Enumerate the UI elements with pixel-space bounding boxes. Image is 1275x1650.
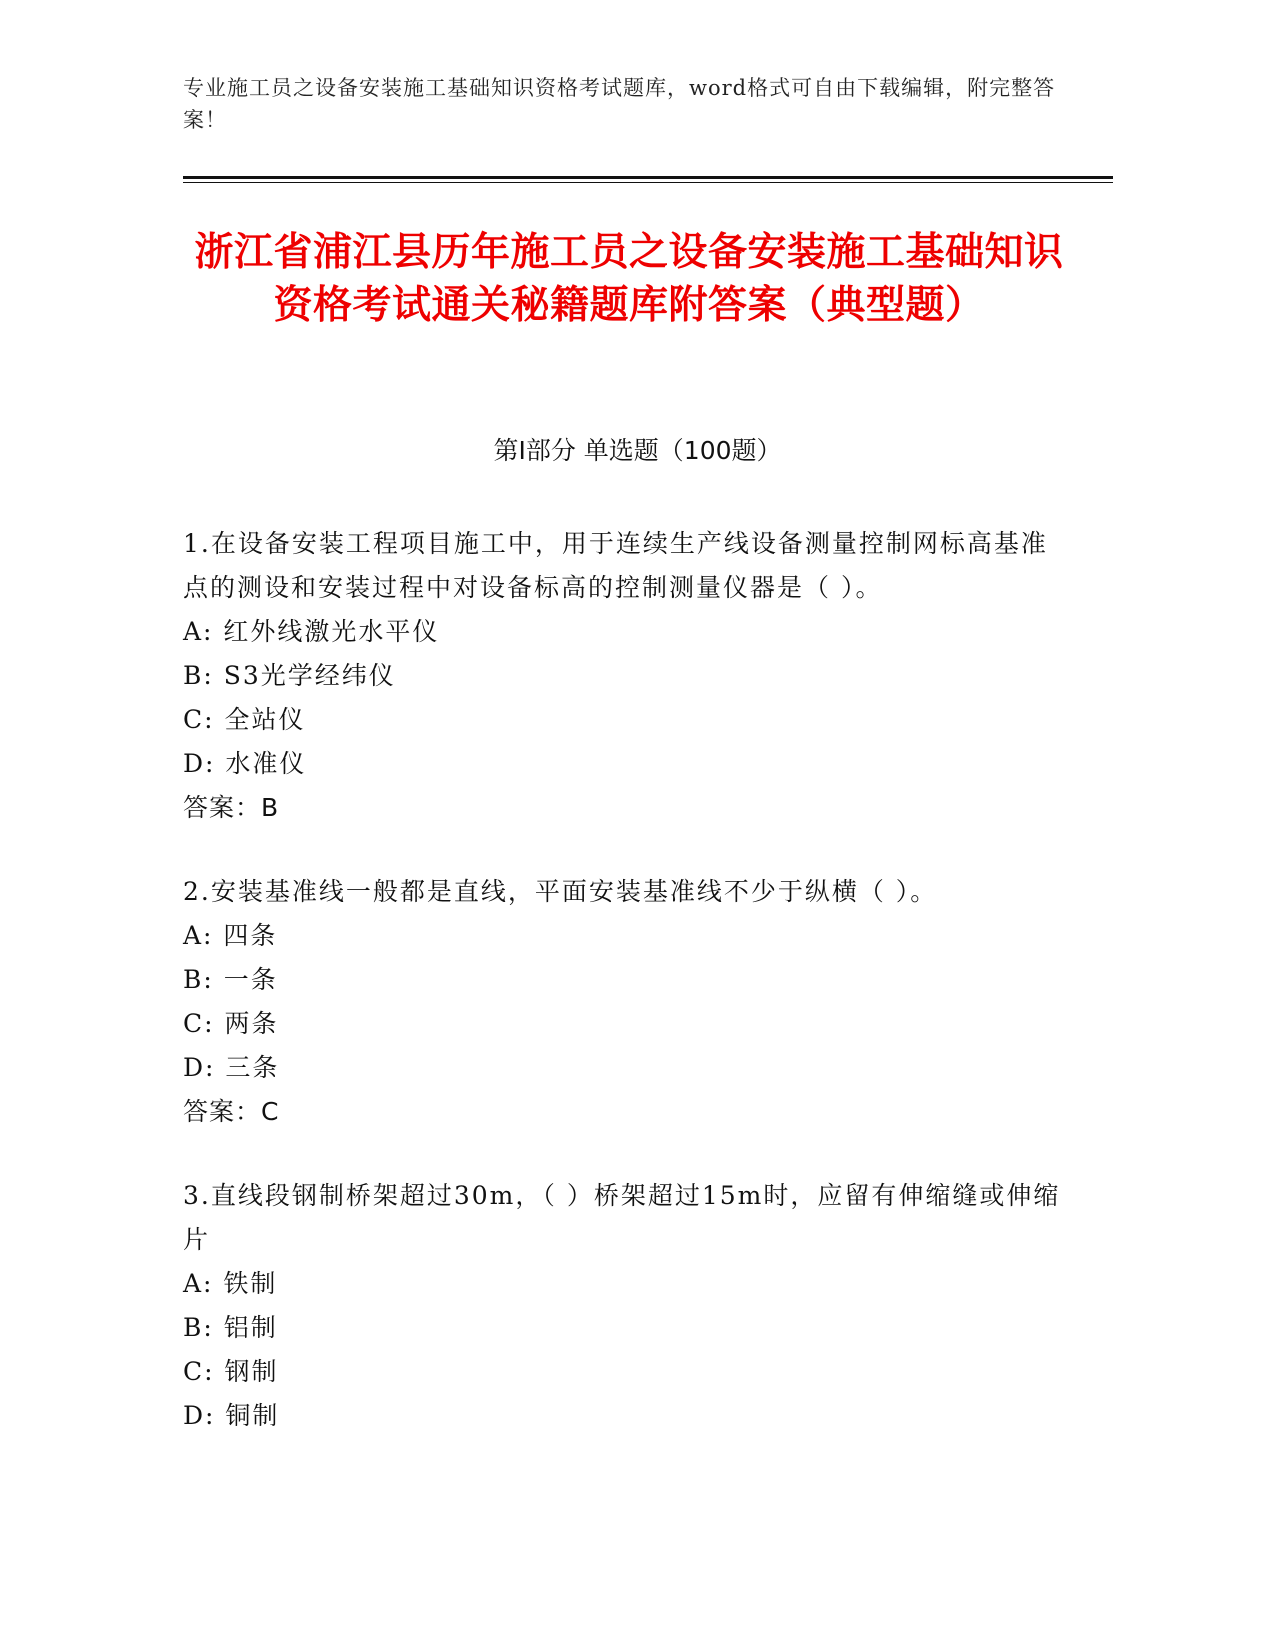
question-stem: 2.安装基准线一般都是直线，平面安装基准线不少于纵横（ ）。	[183, 877, 938, 906]
section-title: 第Ⅰ部分 单选题（100题）	[493, 436, 782, 465]
header-divider-thin	[183, 182, 1113, 183]
question-stem: 1.在设备安装工程项目施工中，用于连续生产线设备测量控制网标高基准点的测设和安装过程中对设备标高的控制测量仪器是（ ）。	[183, 529, 1048, 602]
option-c: C: 钢制	[183, 1357, 279, 1386]
header-divider-thick	[183, 176, 1113, 179]
option-c: C: 全站仪	[183, 705, 306, 734]
option-d: D: 铜制	[183, 1401, 280, 1430]
option-d: D: 水准仪	[183, 749, 307, 778]
question-1	[183, 522, 1063, 830]
question-stem: 3.直线段钢制桥架超过30m，（ ）桥架超过15m时，应留有伸缩缝或伸缩片	[183, 1181, 1061, 1254]
option-b: B: 铝制	[183, 1313, 278, 1342]
option-a: A: 铁制	[183, 1269, 278, 1298]
option-d: D: 三条	[183, 1053, 280, 1082]
document-title: 浙江省浦江县历年施工员之设备安装施工基础知识资格考试通关秘籍题库附答案（典型题）	[194, 230, 1064, 328]
option-a: A: 四条	[183, 921, 278, 950]
option-b: B: 一条	[183, 965, 278, 994]
question-3	[183, 1174, 1063, 1438]
question-answer: 答案：C	[183, 1097, 280, 1126]
question-answer: 答案：B	[183, 793, 280, 822]
question-2	[183, 870, 1063, 1134]
option-b: B: S3光学经纬仪	[183, 661, 396, 690]
question-list	[183, 522, 1063, 1478]
option-c: C: 两条	[183, 1009, 279, 1038]
option-a: A: 红外线激光水平仪	[183, 617, 440, 646]
header-note: 专业施工员之设备安装施工基础知识资格考试题库，word格式可自由下载编辑，附完整答案！	[183, 76, 1056, 132]
